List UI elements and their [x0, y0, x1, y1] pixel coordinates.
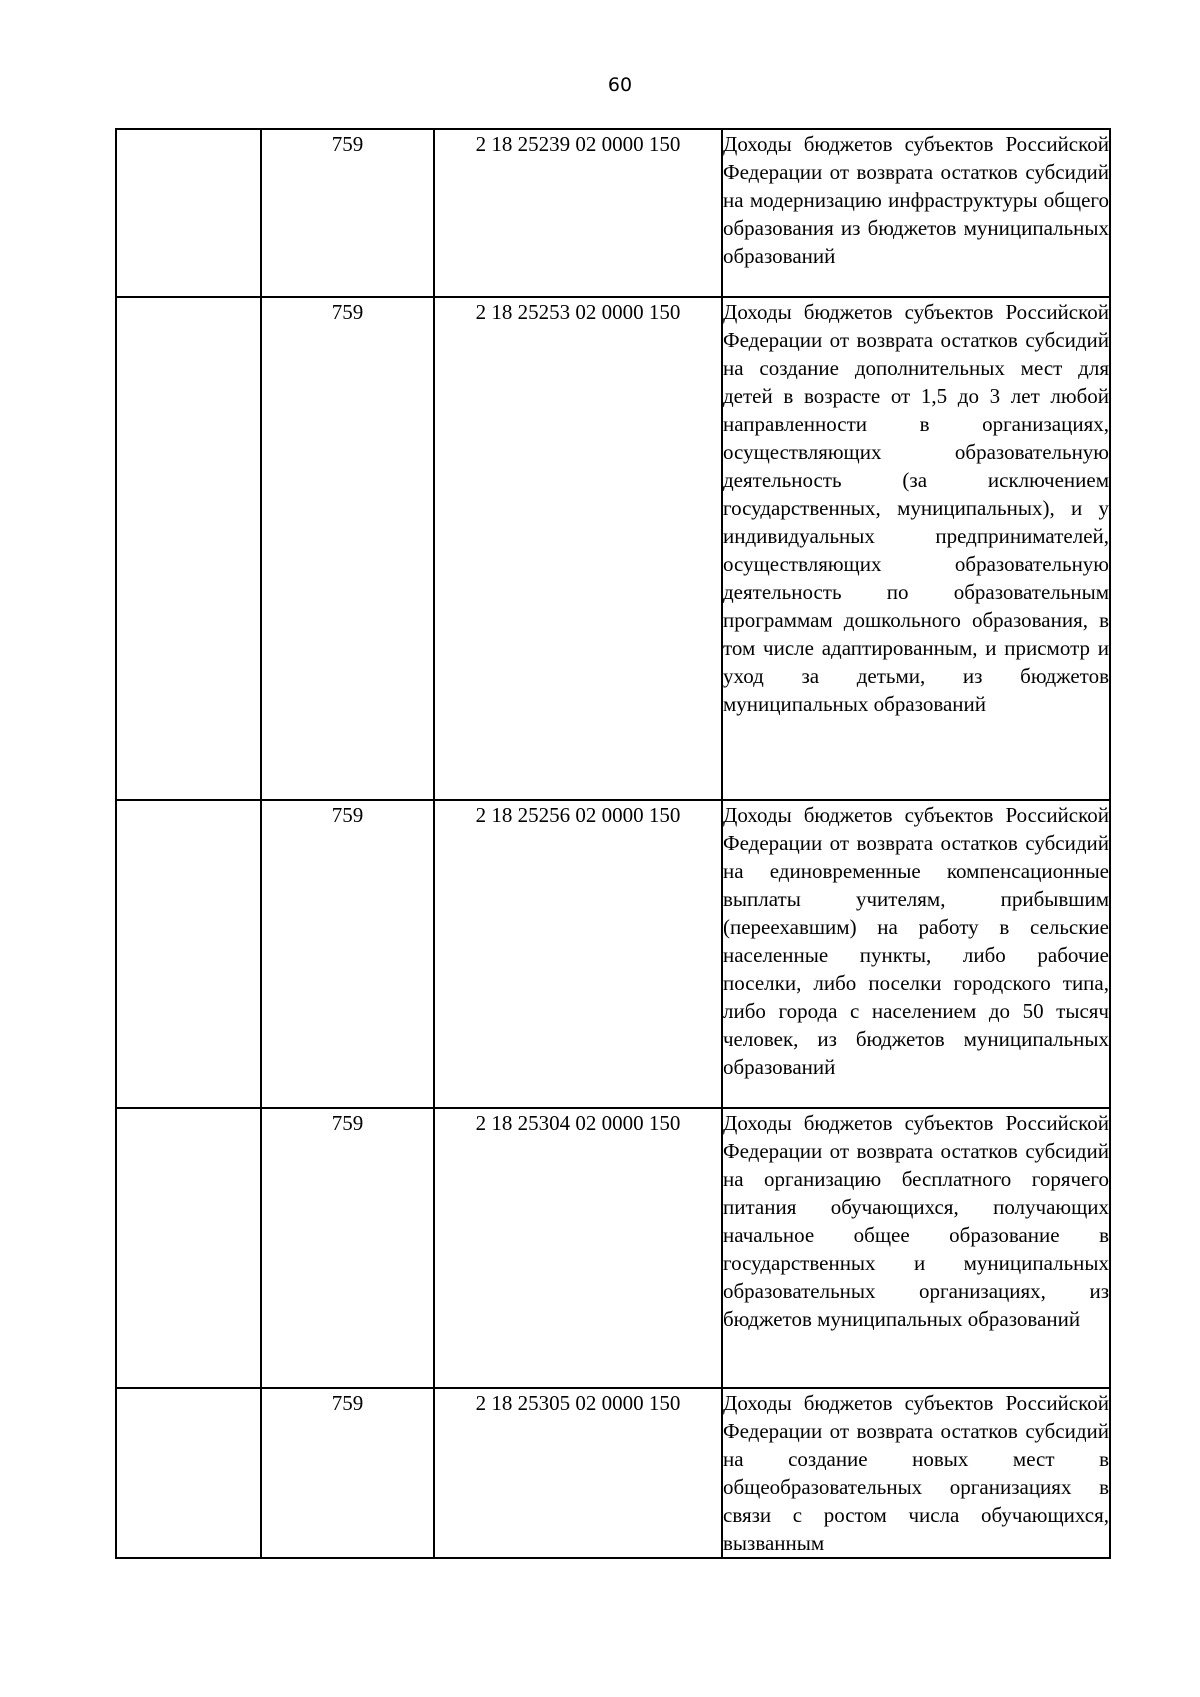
budget-classification-code: 2 18 25253 02 0000 150	[434, 297, 722, 800]
revenue-name: Доходы бюджетов субъектов Российской Федерации от возврата остатков субсидий на организацию бесплатного горячего питания обучающихся, получающих начальное общее образование в государственных и муниципальных образовательных организациях, из бюджетов муниципальных образований	[722, 1108, 1110, 1388]
revenue-name: Доходы бюджетов субъектов Российской Федерации от возврата остатков субсидий на создание новых мест в общеобразовательных организациях в связи с ростом числа обучающихся, вызванным	[722, 1388, 1110, 1558]
table-row	[116, 800, 1110, 1108]
table-row	[116, 297, 1110, 800]
revenue-name: Доходы бюджетов субъектов Российской Федерации от возврата остатков субсидий на создание дополнительных мест для детей в возрасте от 1,5 до 3 лет любой направленности в организациях, осуществляющих образовательную деятельность (за исключением государственных, муниципальных), и у индивидуальных предпринимателей, осуществляющих образовательную деятельность по образовательным программам дошкольного образования, в том числе адаптированным, и присмотр и уход за детьми, из бюджетов муниципальных образований	[722, 297, 1110, 800]
empty-cell	[116, 297, 261, 800]
empty-cell	[116, 800, 261, 1108]
administrator-code: 759	[261, 297, 434, 800]
administrator-code: 759	[261, 129, 434, 297]
empty-cell	[116, 1108, 261, 1388]
administrator-code: 759	[261, 1388, 434, 1558]
budget-classification-code: 2 18 25305 02 0000 150	[434, 1388, 722, 1558]
revenue-name: Доходы бюджетов субъектов Российской Федерации от возврата остатков субсидий на модернизацию инфраструктуры общего образования из бюджетов муниципальных образований	[722, 129, 1110, 297]
table-row	[116, 129, 1110, 297]
revenue-name: Доходы бюджетов субъектов Российской Федерации от возврата остатков субсидий на единовременные компенсационные выплаты учителям, прибывшим (переехавшим) на работу в сельские населенные пункты, либо рабочие поселки, либо поселки городского типа, либо города с населением до 50 тысяч человек, из бюджетов муниципальных образований	[722, 800, 1110, 1108]
empty-cell	[116, 129, 261, 297]
table-row	[116, 1388, 1110, 1558]
budget-classification-code: 2 18 25239 02 0000 150	[434, 129, 722, 297]
table-row	[116, 1108, 1110, 1388]
budget-classification-code: 2 18 25256 02 0000 150	[434, 800, 722, 1108]
revenue-codes-table	[115, 128, 1111, 1559]
administrator-code: 759	[261, 1108, 434, 1388]
administrator-code: 759	[261, 800, 434, 1108]
empty-cell	[116, 1388, 261, 1558]
page-number: 60	[607, 74, 633, 96]
budget-classification-code: 2 18 25304 02 0000 150	[434, 1108, 722, 1388]
